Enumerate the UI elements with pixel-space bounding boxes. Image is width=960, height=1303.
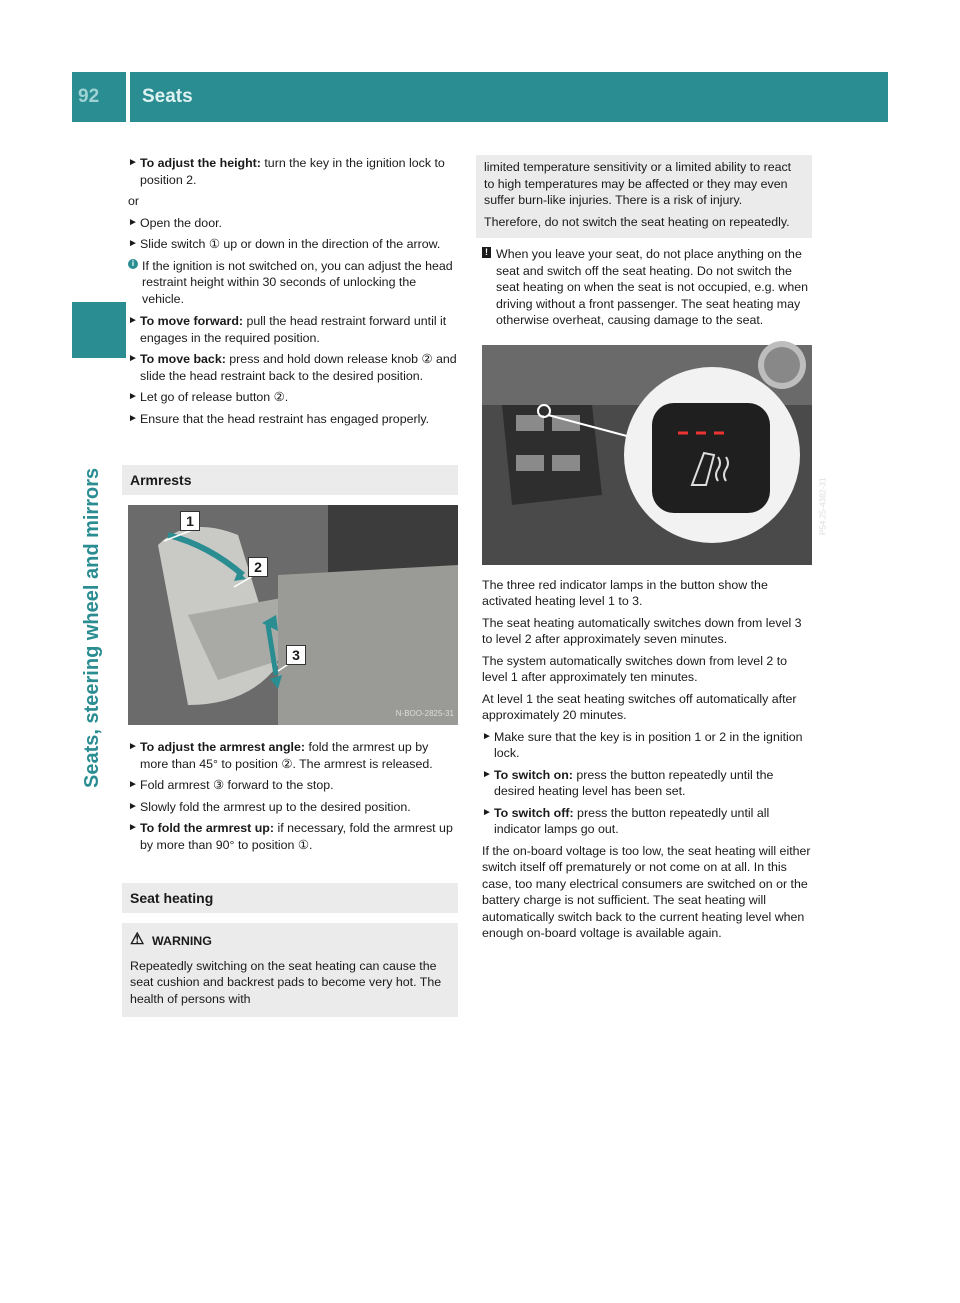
armrest-photo (128, 505, 458, 725)
callout-3: 3 (286, 645, 306, 665)
step-label: To switch on: (494, 767, 573, 782)
step-text: if necessary, fold the armrest up by more than 90° to position ①. (140, 821, 453, 852)
step-text: Open the door. (140, 215, 222, 230)
step-label: To adjust the height: (140, 156, 261, 170)
left-column (128, 155, 458, 1017)
step-label: To move forward: (140, 314, 244, 328)
step-text: turn the key in the ignition lock to position 2. (140, 156, 445, 187)
arrow-icon: ► (128, 822, 138, 833)
step-fold-forward (128, 777, 458, 794)
step-label: To adjust the armrest angle: (140, 740, 306, 754)
arrow-icon: ► (128, 741, 138, 752)
step-text: pull the head restraint forward until it engages in the required position. (140, 314, 447, 345)
step-ensure-engaged (128, 411, 458, 428)
side-tab-label: Seats, steering wheel and mirrors (81, 467, 103, 788)
step-text: Fold armrest ③ forward to the stop. (140, 778, 334, 792)
header-bar (72, 72, 888, 122)
callout-1: 1 (180, 511, 200, 531)
step-label: To fold the armrest up: (140, 821, 275, 835)
exclamation-icon: ! (482, 247, 491, 258)
step-open-door (128, 215, 458, 232)
warning-box-continued (476, 155, 812, 238)
arrow-icon: ► (128, 800, 138, 812)
note-text: When you leave your seat, do not place anything on the seat and switch off the seat heating. Do not switch the seat heating on when the seat is not occupied, e.g. when driving without a front passenger. The seat heating may otherwise overheat, causing damage to the seat. (496, 247, 809, 327)
info-text: If the ignition is not switched on, you can adjust the head restraint height within 30 seconds of unlocking the vehicle. (142, 258, 453, 306)
arrow-icon: ► (128, 391, 138, 402)
step-text: press and hold down release knob ② and slide the head restraint back to the desired position. (140, 352, 457, 383)
step-switch-off (482, 805, 814, 838)
step-fold-up (128, 820, 458, 853)
seat-heating-illustration (482, 345, 812, 565)
page-title: Seats (142, 86, 193, 107)
step-text: Let go of release button ②. (140, 390, 289, 404)
step-text: fold the armrest up by more than 45° to position ②. The armrest is released. (140, 740, 433, 771)
warning-title-text: WARNING (152, 934, 212, 948)
arrow-icon: ► (128, 238, 138, 249)
step-text: Ensure that the head restraint has engaged properly. (140, 411, 430, 426)
para-level1-off: At level 1 the seat heating switches off automatically after approximately 20 minutes. (482, 691, 797, 722)
step-move-back (128, 351, 458, 384)
arrow-icon: ► (128, 353, 138, 364)
step-label: To move back: (140, 352, 226, 366)
step-let-go (128, 389, 458, 406)
armrest-illustration (128, 505, 458, 725)
step-text: Slide switch ① up or down in the direction of the arrow. (140, 237, 441, 251)
info-note (128, 258, 458, 308)
step-text: Make sure that the key is in position 1 or 2 in the ignition lock. (494, 729, 803, 760)
arrow-icon: ► (128, 216, 138, 228)
page-number: 92 (78, 86, 100, 107)
header-divider (126, 72, 130, 122)
armrests-heading: Armrests (122, 465, 458, 495)
para-low-voltage: If the on-board voltage is too low, the seat heating will either switch itself off prematurely or not come on at all. In this case, too many electrical consumers are switched on or the battery charge is not sufficient. The seat heating will automatically switch back to the current heating level when enough on-board voltage is available again. (482, 843, 811, 940)
info-icon: i (128, 259, 138, 269)
callout-2: 2 (248, 557, 268, 577)
step-armrest-angle (128, 739, 458, 772)
warning-box (122, 923, 458, 1017)
arrow-icon: ► (128, 157, 138, 168)
step-switch-on (482, 767, 814, 800)
step-text: press the button repeatedly until the desired heating level has been set. (494, 767, 774, 798)
seat-heating-button-photo (482, 345, 828, 565)
step-slowly-fold (128, 799, 458, 816)
right-column (482, 155, 828, 947)
seat-heating-heading: Seat heating (122, 883, 458, 913)
warning-text: Repeatedly switching on the seat heating can cause the seat cushion and backrest pads to become very hot. The health of persons with (130, 958, 442, 1006)
para-auto-switch-down: The seat heating automatically switches down from level 3 to level 2 after approximately seven minutes. (482, 615, 802, 646)
arrow-icon: ► (128, 779, 138, 790)
arrow-icon: ► (482, 806, 492, 818)
warning-triangle-icon: ⚠ (130, 931, 145, 948)
arrow-icon: ► (482, 730, 492, 742)
image-id: N-BOO-2825-31 (395, 708, 454, 718)
warning-title (130, 933, 448, 950)
or-text: or (128, 194, 140, 208)
step-slide-switch (128, 236, 458, 253)
side-tab-marker (72, 302, 126, 358)
step-text: press the button repeatedly until all indicator lamps go out. (494, 805, 770, 836)
warning-text-cont: limited temperature sensitivity or a limited ability to react to high temperatures may be affected or they may even suffer burn-like injuries. There is a risk of injury. (484, 160, 792, 207)
para-indicator-lamps: The three red indicator lamps in the button show the activated heating level 1 to 3. (482, 577, 768, 608)
step-adjust-height (128, 155, 458, 188)
para-system-switch-down: The system automatically switches down from level 2 to level 1 after approximately ten minutes. (482, 653, 788, 684)
step-label: To switch off: (494, 805, 574, 820)
image-id: P54.25-4382-31 (818, 477, 828, 535)
step-key-position (482, 729, 814, 762)
arrow-icon: ► (482, 768, 492, 780)
step-move-forward (128, 313, 458, 346)
step-text: Slowly fold the armrest up to the desired position. (140, 799, 411, 814)
warning-text-cont-2: Therefore, do not switch the seat heating on repeatedly. (484, 214, 790, 229)
damage-note (482, 246, 814, 329)
arrow-icon: ► (128, 412, 138, 424)
arrow-icon: ► (128, 315, 138, 326)
